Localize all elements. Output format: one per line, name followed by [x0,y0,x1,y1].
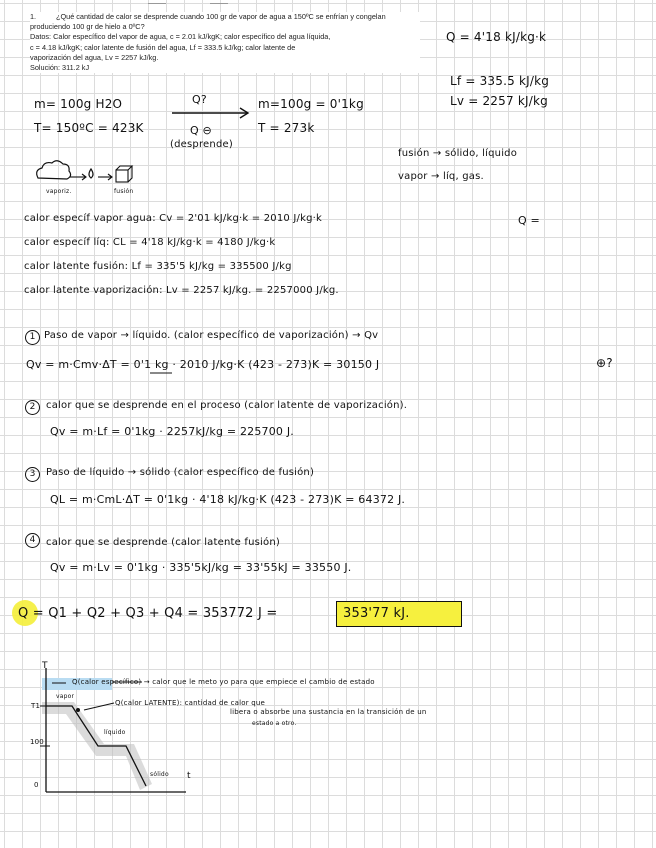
cube-label: fusión [114,188,134,195]
step-aside: ⊕? [596,356,613,370]
process-arrow-icon [172,108,248,118]
arrow-note: (desprende) [170,139,233,150]
graph-axis-t: T [42,661,48,671]
ice-cube-icon [116,166,132,182]
constant-latent-fusion: calor latente fusión: Lf = 335'5 kJ/kg = 335500 J/kg [24,261,292,272]
cloud-icon [37,161,71,179]
note-arrow [84,703,114,710]
total-equation: Q = Q1 + Q2 + Q3 + Q4 = 353772 J = [18,606,278,621]
graph-label-liquid: líquido [104,729,126,736]
cloud-label: vaporiz. [46,188,72,195]
graph-note: Q(calor específico) → calor que le meto yo para que empiece el cambio de estado [72,678,375,686]
step-number: 3 [25,467,40,482]
step-number: 2 [25,400,40,415]
drop-icon [89,169,93,178]
step-equation: Qv = m·Lf = 0'1kg · 2257kJ/kg = 225700 J. [50,425,294,438]
graph-label-solid: sólido [150,771,169,778]
solution-text: Solución: 311.2 kJ [30,63,90,73]
latent-fusion-note: Lf = 335.5 kJ/kg [450,74,550,88]
step-title: Paso de vapor → líquido. (calor específico de vaporización) → Qv [44,330,379,341]
constant-vapor-specific-heat: calor específ vapor agua: Cv = 2'01 kJ/kg·k = 2010 J/kg·k [24,213,323,224]
step-number: 4 [25,533,40,548]
graph-axis-time: t [187,771,191,781]
specific-heat-note: Q = 4'18 kJ/kg·k [446,30,547,44]
data-line: vaporización del agua, Lv = 2257 kJ/kg. [30,52,159,62]
step-title: calor que se desprende en el proceso (calor latente de vaporización). [46,400,408,411]
graph-point [76,708,80,712]
result-mass: m=100g = 0'1kg [258,97,364,111]
data-line: Datos: Calor específico del vapor de agua, c = 2.01 kJ/kgK; calor específico del agua líquida, [30,32,331,42]
phase-note-1: fusión → sólido, líquido [398,148,518,159]
question-text: 1. ¿Qué cantidad de calor se desprende cuando 100 gr de vapor de agua a 150ºC se enfrían y congelan produciendo 100 gr de hielo a 0ºC? [30,12,386,32]
result-temperature: T = 273k [258,121,315,135]
graph-label-vapor: vapor [56,693,75,700]
step-equation: Qv = m·Lv = 0'1kg · 335'5kJ/kg = 33'55kJ = 33550 J. [50,561,352,574]
step-number: 1 [25,330,40,345]
phase-note-2: vapor → líq, gas. [398,171,484,182]
final-answer: 353'77 kJ. [343,606,410,621]
step-equation: Qv = m·Cmv·ΔT = 0'1 kg · 2010 J/kg·K (423 - 273)K = 30150 J [26,358,380,371]
graph-note: libera o absorbe una sustancia en la transición de un [230,708,427,716]
graph-tick-top: T1 [31,702,41,710]
data-line: c = 4.18 kJ/kgK; calor latente de fusión del agua, Lf = 333.5 kJ/kg; calor latente de [30,42,296,52]
graph-note: Q(calor LATENTE): cantidad de calor que [115,699,266,707]
arrow-label-top: Q? [192,93,207,106]
step-title: Paso de líquido → sólido (calor específico de fusión) [46,467,315,478]
graph-shadow [42,702,152,790]
constant-latent-vaporization: calor latente vaporización: Lv = 2257 kJ/kg. = 2257000 J/kg. [24,285,339,296]
step-equation: QL = m·CmL·ΔT = 0'1kg · 4'18 kJ/kg·K (423 - 273)K = 64372 J. [50,493,406,506]
given-mass: m= 100g H2O [34,97,123,111]
latent-vaporization-note: Lv = 2257 kJ/kg [450,94,548,108]
step-title: calor que se desprende (calor latente fusión) [46,537,280,548]
arrow-label-bottom: Q ⊖ [190,124,212,137]
heat-symbol: Q = [518,214,540,227]
given-temperature: T= 150ºC = 423K [34,121,144,135]
graph-tick-zero: 0 [34,781,39,789]
graph-note: estado a otro. [252,720,297,727]
constant-liquid-specific-heat: calor específ líq: CL = 4'18 kJ/kg·k = 4180 J/kg·k [24,237,276,248]
graph-tick-mid: 100 [30,738,44,746]
